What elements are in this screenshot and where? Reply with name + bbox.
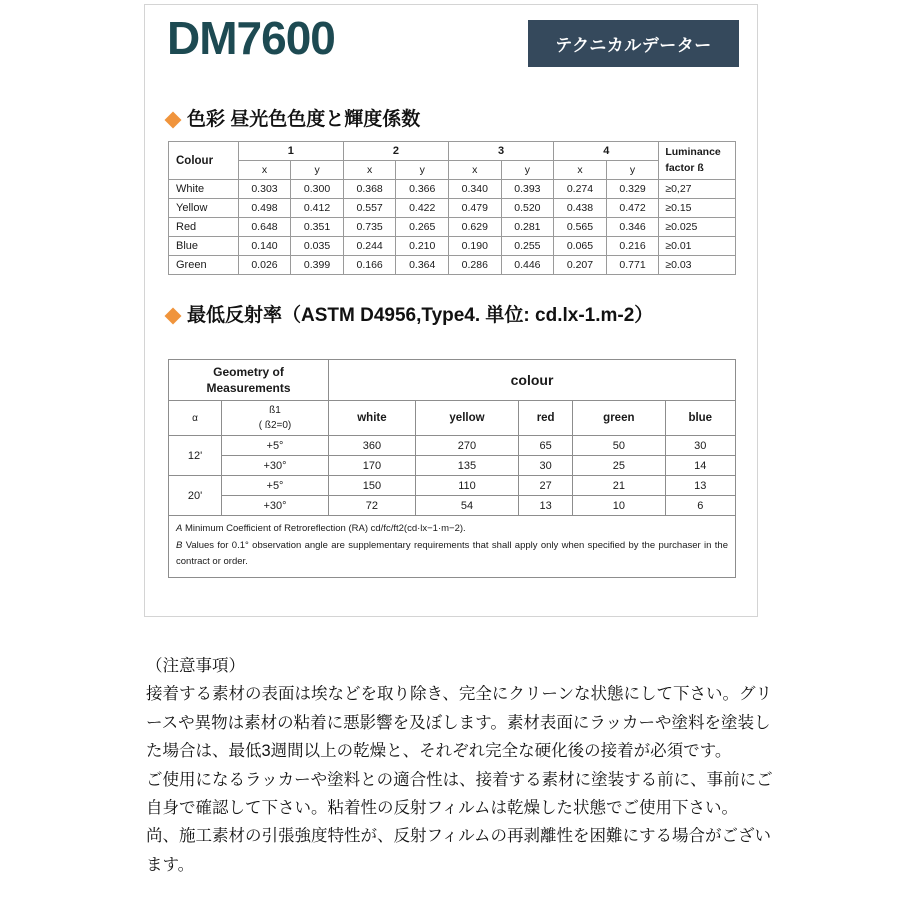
- cell: 21: [573, 476, 665, 496]
- row-label: Green: [169, 256, 239, 275]
- cell-luminance: ≥0,27: [659, 180, 736, 199]
- cell: 0.399: [291, 256, 344, 275]
- footnote-b-label: B: [176, 539, 183, 551]
- cell: 0.520: [501, 199, 554, 218]
- cell: 0.364: [396, 256, 449, 275]
- cell: 14: [665, 456, 735, 476]
- cell: 0.557: [343, 199, 396, 218]
- table-row: [169, 436, 736, 456]
- beta-label-line1: ß1: [269, 405, 281, 416]
- cell-beta: +5°: [222, 436, 329, 456]
- col-header-geometry: [169, 360, 329, 401]
- subcol-4x: x: [554, 161, 607, 180]
- subcol-2x: x: [343, 161, 396, 180]
- technical-data-sheet: [144, 4, 758, 617]
- table-subheader-row: [169, 161, 736, 180]
- cell: 0.498: [238, 199, 291, 218]
- col-group-2: 2: [343, 142, 448, 161]
- section1-heading-text: 色彩 昼光色色度と輝度係数: [187, 109, 421, 130]
- table-row: [169, 476, 736, 496]
- cell: 0.422: [396, 199, 449, 218]
- col-header-red: red: [519, 401, 573, 436]
- cell-luminance: ≥0.15: [659, 199, 736, 218]
- cell: 0.446: [501, 256, 554, 275]
- cell-luminance: ≥0.025: [659, 218, 736, 237]
- cell: 13: [519, 496, 573, 516]
- notes-paragraph-3: 尚、施工素材の引張強度特性が、反射フィルムの再剥離性を困難にする場合がございます。: [146, 827, 772, 874]
- subcol-3y: y: [501, 161, 554, 180]
- luminance-label-line1: Luminance: [665, 145, 721, 158]
- table-row: [169, 237, 736, 256]
- retroreflection-table-wrap: [168, 359, 736, 578]
- table-row: [169, 199, 736, 218]
- subcol-1x: x: [238, 161, 291, 180]
- col-header-blue: blue: [665, 401, 735, 436]
- table-footnotes: [169, 516, 736, 578]
- table-footnote-row: [169, 516, 736, 578]
- col-header-colour-group: colour: [329, 360, 736, 401]
- cell: 54: [415, 496, 518, 516]
- retroreflection-table: [168, 359, 736, 578]
- colour-chromaticity-table-wrap: [168, 141, 736, 275]
- col-header-colour: Colour: [169, 142, 239, 180]
- cell: 30: [519, 456, 573, 476]
- section-heading-colour: [167, 109, 420, 132]
- cell-beta: +5°: [222, 476, 329, 496]
- subcol-3x: x: [449, 161, 502, 180]
- cell: 0.393: [501, 180, 554, 199]
- cell: 0.479: [449, 199, 502, 218]
- cell: 0.346: [606, 218, 659, 237]
- cell: 0.368: [343, 180, 396, 199]
- cell: 30: [665, 436, 735, 456]
- status-badge: テクニカルデーター: [528, 20, 739, 67]
- row-label: Red: [169, 218, 239, 237]
- cell: 0.300: [291, 180, 344, 199]
- cell: 0.190: [449, 237, 502, 256]
- sheet-header: [145, 5, 757, 89]
- col-header-alpha: α: [169, 401, 222, 436]
- cell: 0.629: [449, 218, 502, 237]
- cell: 0.065: [554, 237, 607, 256]
- luminance-label-line2: factor ß: [665, 161, 704, 174]
- cell: 0.140: [238, 237, 291, 256]
- cell: 0.216: [606, 237, 659, 256]
- cell-luminance: ≥0.03: [659, 256, 736, 275]
- cell: 0.286: [449, 256, 502, 275]
- cell: 25: [573, 456, 665, 476]
- cell: 10: [573, 496, 665, 516]
- cell: 0.255: [501, 237, 554, 256]
- page-title: DM7600: [167, 12, 335, 64]
- cell: 0.035: [291, 237, 344, 256]
- table-row: [169, 256, 736, 275]
- subcol-4y: y: [606, 161, 659, 180]
- notes-title: （注意事項）: [146, 657, 245, 675]
- diamond-bullet-icon: [165, 308, 182, 325]
- colour-table-body: [169, 180, 736, 275]
- footnote-a-label: A: [176, 523, 183, 534]
- section2-heading-text: 最低反射率（ASTM D4956,Type4. 単位: cd.lx-1.m-2）: [187, 305, 654, 326]
- cell: 0.648: [238, 218, 291, 237]
- table-row: [169, 180, 736, 199]
- cell-luminance: ≥0.01: [659, 237, 736, 256]
- beta-label-line2: ( ß2=0): [258, 420, 292, 431]
- table-row: [169, 218, 736, 237]
- col-header-luminance: [659, 142, 736, 180]
- col-group-3: 3: [449, 142, 554, 161]
- precautions-notes: [146, 652, 780, 879]
- col-header-yellow: yellow: [415, 401, 518, 436]
- row-label: Blue: [169, 237, 239, 256]
- subcol-1y: y: [291, 161, 344, 180]
- row-label: White: [169, 180, 239, 199]
- cell: 0.303: [238, 180, 291, 199]
- col-group-1: 1: [238, 142, 343, 161]
- cell: 0.274: [554, 180, 607, 199]
- cell: 135: [415, 456, 518, 476]
- diamond-bullet-icon: [165, 112, 182, 129]
- cell: 0.735: [343, 218, 396, 237]
- col-group-4: 4: [554, 142, 659, 161]
- footnote-a-text: Minimum Coefficient of Retroreflection (RA) cd/fc/ft2(cd·lx−1·m−2).: [182, 523, 466, 534]
- cell: 0.771: [606, 256, 659, 275]
- col-header-green: green: [573, 401, 665, 436]
- cell: 0.366: [396, 180, 449, 199]
- col-header-beta: [222, 401, 329, 436]
- cell: 360: [329, 436, 416, 456]
- cell: 0.281: [501, 218, 554, 237]
- cell: 13: [665, 476, 735, 496]
- cell: 0.351: [291, 218, 344, 237]
- col-header-white: white: [329, 401, 416, 436]
- cell: 150: [329, 476, 416, 496]
- cell: 65: [519, 436, 573, 456]
- cell-alpha: 20': [169, 476, 222, 516]
- cell-beta: +30°: [222, 456, 329, 476]
- table-row: [169, 496, 736, 516]
- cell: 0.340: [449, 180, 502, 199]
- table-subheader-row: [169, 401, 736, 436]
- footnote-b-text: Values for 0.1° observation angle are supplementary requirements that shall apply only when specified by the purchaser in the contract or order.: [176, 539, 728, 568]
- cell: 0.244: [343, 237, 396, 256]
- cell: 0.265: [396, 218, 449, 237]
- table-row: [169, 456, 736, 476]
- footnote-b: [176, 538, 728, 571]
- cell: 0.329: [606, 180, 659, 199]
- retroreflection-table-body: [169, 436, 736, 578]
- notes-paragraph-2: ご使用になるラッカーや塗料との適合性は、接着する素材に塗装する前に、事前にご自身で確認して下さい。粘着性の反射フィルムは乾燥した状態でご使用下さい。: [146, 770, 773, 817]
- cell: 0.207: [554, 256, 607, 275]
- geometry-label-line2: Measurements: [206, 381, 291, 395]
- cell-alpha: 12': [169, 436, 222, 476]
- cell: 0.472: [606, 199, 659, 218]
- subcol-2y: y: [396, 161, 449, 180]
- cell: 27: [519, 476, 573, 496]
- cell-beta: +30°: [222, 496, 329, 516]
- row-label: Yellow: [169, 199, 239, 218]
- cell: 0.210: [396, 237, 449, 256]
- cell: 0.026: [238, 256, 291, 275]
- footnote-a: [176, 521, 728, 538]
- section-heading-retroreflection: [167, 305, 653, 328]
- cell: 170: [329, 456, 416, 476]
- cell: 0.412: [291, 199, 344, 218]
- cell: 0.166: [343, 256, 396, 275]
- notes-paragraph-1: 接着する素材の表面は埃などを取り除き、完全にクリーンな状態にして下さい。グリースや異物は素材の粘着に悪影響を及ぼします。素材表面にラッカーや塗料を塗装した場合は、最低3週間以上の乾燥と、それぞれ完全な硬化後の接着が必須です。: [146, 685, 773, 761]
- colour-chromaticity-table: [168, 141, 736, 275]
- cell: 72: [329, 496, 416, 516]
- cell: 110: [415, 476, 518, 496]
- cell: 270: [415, 436, 518, 456]
- cell: 50: [573, 436, 665, 456]
- table-header-row: [169, 142, 736, 161]
- cell: 6: [665, 496, 735, 516]
- geometry-label-line1: Geometry of: [213, 364, 284, 379]
- cell: 0.565: [554, 218, 607, 237]
- cell: 0.438: [554, 199, 607, 218]
- table-header-row: [169, 360, 736, 401]
